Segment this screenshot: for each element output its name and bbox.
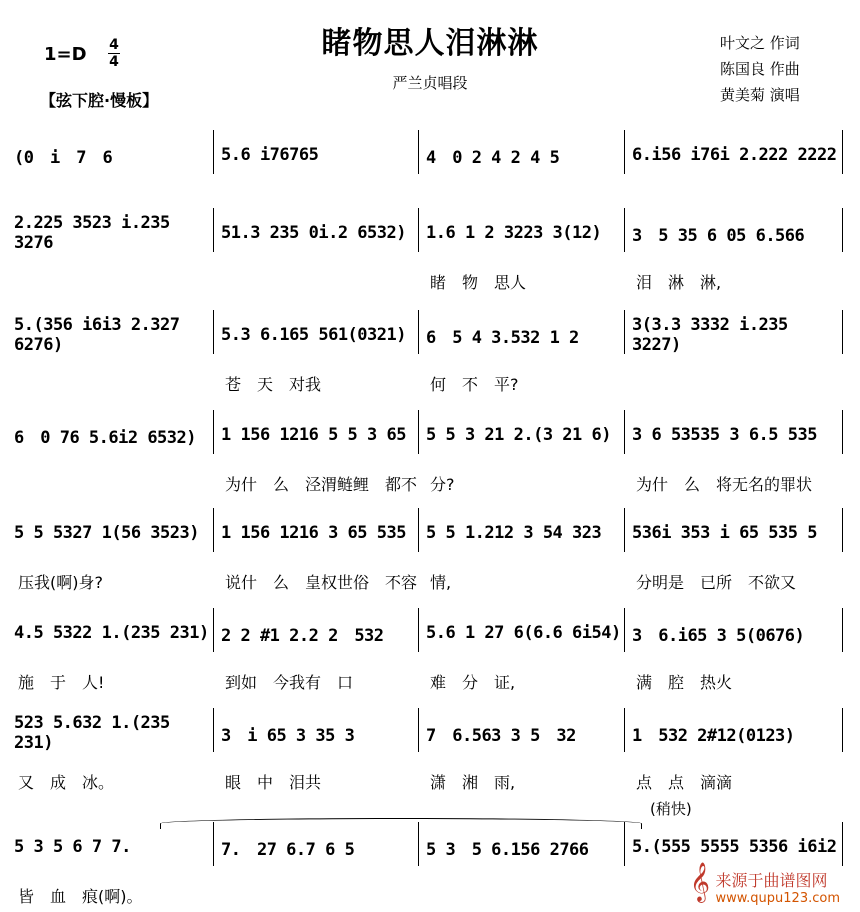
measure: 7. 27 6.7 6 5	[221, 839, 355, 860]
measure: 1 156 1216 3 65 535	[221, 523, 406, 543]
measure: 3 5 35 6 05 6.566	[632, 225, 805, 246]
measure: 6 5 4 3.532 1 2	[426, 327, 579, 348]
lyric-text: 为什 么 泾渭鲢鲤 都不	[225, 475, 418, 494]
measure: 7 6.563 3 5 32	[426, 725, 576, 746]
measure: 523 5.632 1.(235 231)	[14, 713, 170, 753]
measure: 5 5 3 21 2.(3 21 6)	[426, 425, 611, 445]
credit-singer: 黄美菊 演唱	[720, 86, 800, 104]
measure: 4 0 2 4 2 4 5	[426, 147, 560, 168]
lyric-text: 为什 么 将无名的罪状	[636, 475, 813, 494]
lyric-text: 施 于 人!	[18, 673, 105, 692]
slur	[160, 818, 642, 829]
style-tag: 【弦下腔·慢板】	[40, 91, 159, 110]
measure: 5.3 6.165 561(0321)	[221, 325, 406, 345]
measure: 2 2 #1 2.2 2 532	[221, 625, 384, 646]
lyric-text: 皆 血 痕(啊)。	[18, 887, 143, 906]
credit-composer: 陈国良 作曲	[720, 60, 800, 78]
measure: (0 i 7 6	[14, 147, 113, 168]
measure: 2.225 3523 i.235 3276	[14, 213, 170, 253]
measure: 5.(555 5555 5356 i6i2	[632, 837, 837, 857]
watermark-text: 来源于曲谱图网	[715, 871, 828, 890]
measure: 5 3 5 6.156 2766	[426, 839, 589, 860]
lyrics-line	[10, 472, 850, 496]
time-signature	[108, 38, 120, 69]
lyric-text: 潇 湘 雨,	[430, 773, 516, 792]
measure: 3(3.3 3332 i.235 3227)	[632, 315, 788, 355]
measure: 6 0 76 5.6i2 6532)	[14, 427, 196, 448]
lyric-text: 压我(啊)身?	[18, 573, 103, 592]
measure: 4.5 5322 1.(235 231)	[14, 623, 209, 643]
lyric-text: 点 点 滴滴	[636, 773, 733, 792]
measure: 5 5 5327 1(56 3523)	[14, 523, 199, 543]
measure: 5.6 1 27 6(6.6 6i54)	[426, 623, 621, 643]
lyric-text: 分?	[430, 475, 455, 494]
credits	[720, 30, 800, 108]
measure: 3 6.i65 3 5(0676)	[632, 625, 805, 646]
lyric-text: 何 不 平?	[430, 375, 519, 394]
lyric-text: 又 成 冰。	[18, 773, 115, 792]
lyrics-line	[10, 570, 850, 594]
subtitle: 严兰贞唱段	[392, 74, 468, 92]
credit-lyricist: 叶文之 作词	[720, 34, 800, 52]
lyric-text: 说什 么 皇权世俗 不容	[225, 573, 418, 592]
measure: 51.3 235 0i.2 6532)	[221, 223, 406, 243]
lyric-text: 难 分 证,	[430, 673, 516, 692]
measure: 5 3 5 6 7 7.	[14, 837, 131, 857]
measure: 6.i56 i76i 2.222 2222	[632, 145, 837, 165]
measure: 536i 353 i 65 535 5	[632, 523, 817, 543]
measure: 5 5 1.212 3 54 323	[426, 523, 602, 543]
measure: 1 156 1216 5 5 3 65	[221, 425, 406, 445]
lyric-text: 情,	[430, 573, 452, 592]
measure: 3 i 65 3 35 3	[221, 725, 355, 746]
lyric-text: 睹 物 思人	[430, 273, 527, 292]
measure: 5.(356 i6i3 2.327 6276)	[14, 315, 180, 355]
lyric-text: 苍 天 对我	[225, 375, 322, 394]
lyric-text: 眼 中 泪共	[225, 773, 322, 792]
measure: 1.6 1 2 3223 3(12)	[426, 223, 602, 243]
time-signature-bottom: 4	[109, 54, 119, 70]
tempo-marking: (稍快)	[650, 800, 692, 818]
lyrics-line	[10, 670, 850, 694]
watermark-url: www.qupu123.com	[715, 891, 840, 906]
lyrics-line	[10, 770, 850, 794]
watermark	[715, 868, 840, 906]
measure: 3 6 53535 3 6.5 535	[632, 425, 817, 445]
treble-clef-icon: 𝄞	[689, 862, 710, 902]
lyric-text: 分明是 已所 不欲又	[636, 573, 797, 592]
key-signature: 1=D	[44, 44, 87, 65]
lyric-text: 满 腔 热火	[636, 673, 733, 692]
page-title: 睹物思人泪淋淋	[321, 26, 539, 61]
measure: 1 532 2#12(0123)	[632, 725, 795, 746]
measure: 5.6 i76765	[221, 145, 319, 165]
lyric-text: 泪 淋 淋,	[636, 273, 722, 292]
time-signature-top: 4	[109, 37, 119, 53]
lyrics-line	[10, 270, 850, 294]
lyric-text: 到如 今我有 口	[225, 673, 354, 692]
lyrics-line	[10, 372, 850, 396]
